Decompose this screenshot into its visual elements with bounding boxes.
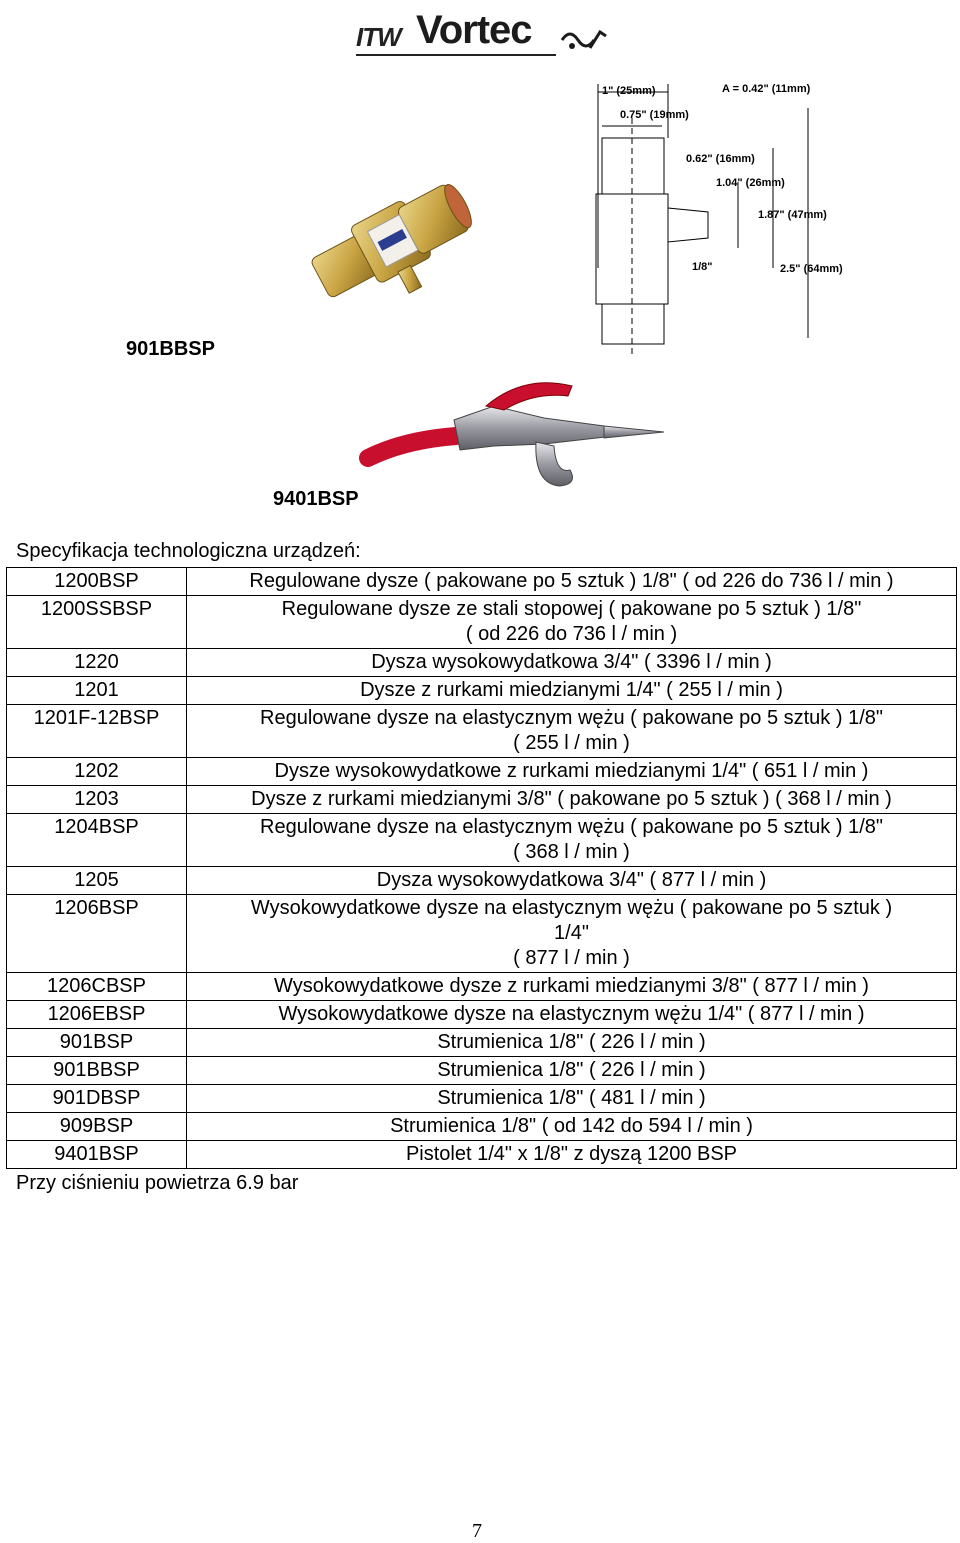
table-row: [7, 1001, 957, 1029]
description-line: ( 877 l / min ): [513, 947, 630, 969]
table-row: [7, 1057, 957, 1085]
description-line: Strumienica 1/8" ( 226 l / min ): [437, 1031, 706, 1053]
product-code: 1203: [7, 786, 187, 814]
product-code: 909BSP: [7, 1113, 187, 1141]
product-code: 1204BSP: [7, 814, 187, 867]
dimension-drawing: [568, 78, 843, 358]
table-row: [7, 1085, 957, 1113]
description-line: Pistolet 1/4" x 1/8" z dyszą 1200 BSP: [405, 1143, 738, 1165]
product-description: [187, 1113, 957, 1141]
table-row: [7, 1141, 957, 1169]
caption-901bbsp: 901BBSP: [126, 338, 215, 360]
description-line: Strumienica 1/8" ( od 142 do 594 l / min ): [390, 1115, 753, 1137]
description-line: Dysze wysokowydatkowe z rurkami miedzianymi 1/4" ( 651 l / min ): [274, 760, 869, 782]
description-line: ( 368 l / min ): [513, 841, 630, 863]
product-code: 1206BSP: [7, 895, 187, 973]
product-code: 1206CBSP: [7, 973, 187, 1001]
table-row: [7, 596, 957, 649]
caption-9401bsp: 9401BSP: [273, 488, 359, 510]
table-row: [7, 814, 957, 867]
product-description: [187, 1029, 957, 1057]
product-code: 901BSP: [7, 1029, 187, 1057]
itw-vortec-logo: [352, 8, 612, 54]
description-line: Dysza wysokowydatkowa 3/4" ( 3396 l / min ): [371, 651, 772, 673]
dim-075in: 0.75" (19mm): [620, 109, 689, 121]
description-line: Regulowane dysze na elastycznym wężu ( pakowane po 5 sztuk ) 1/8": [260, 816, 883, 838]
product-description: [187, 786, 957, 814]
product-code: 1205: [7, 867, 187, 895]
table-row: [7, 786, 957, 814]
product-description: [187, 758, 957, 786]
product-description: [187, 867, 957, 895]
table-row: [7, 895, 957, 973]
product-code: 1201F-12BSP: [7, 705, 187, 758]
description-line: Dysze z rurkami miedzianymi 1/4" ( 255 l / min ): [360, 679, 783, 701]
product-description: [187, 677, 957, 705]
air-amplifier-photo: [290, 150, 490, 330]
logo-vortec-text: Vortec: [416, 8, 532, 52]
description-line: Dysze z rurkami miedzianymi 3/8" ( pakowane po 5 sztuk ) ( 368 l / min ): [251, 788, 892, 810]
description-line: Wysokowydatkowe dysze na elastycznym wężu 1/4" ( 877 l / min ): [278, 1003, 865, 1025]
product-description: [187, 1141, 957, 1169]
table-row: [7, 973, 957, 1001]
dim-1in: 1" (25mm): [602, 85, 656, 97]
product-description: [187, 973, 957, 1001]
product-code: 9401BSP: [7, 1141, 187, 1169]
product-description: [187, 814, 957, 867]
dim-104in: 1.04" (26mm): [716, 177, 785, 189]
spec-table: [6, 567, 957, 1169]
product-code: 1201: [7, 677, 187, 705]
product-description: [187, 596, 957, 649]
product-code: 1202: [7, 758, 187, 786]
product-code: 901BBSP: [7, 1057, 187, 1085]
product-code: 1206EBSP: [7, 1001, 187, 1029]
dim-18in: 1/8": [692, 261, 713, 273]
table-row: [7, 649, 957, 677]
product-code: 901DBSP: [7, 1085, 187, 1113]
product-description: [187, 705, 957, 758]
page-number: 7: [472, 1520, 482, 1542]
logo-itw-text: ITW: [356, 22, 401, 52]
description-line: Wysokowydatkowe dysze z rurkami miedzianymi 3/8" ( 877 l / min ): [274, 975, 869, 997]
dim-25in: 2.5" (64mm): [780, 263, 843, 275]
dim-a: A = 0.42" (11mm): [722, 83, 811, 95]
description-line: ( 255 l / min ): [513, 732, 630, 754]
product-description: [187, 895, 957, 973]
vortex-swirl-icon: [560, 26, 608, 54]
description-line: Wysokowydatkowe dysze na elastycznym wężu ( pakowane po 5 sztuk ): [250, 897, 893, 919]
logo-underline: [356, 54, 556, 56]
dim-062in: 0.62" (16mm): [686, 153, 755, 165]
spec-title: Specyfikacja technologiczna urządzeń:: [16, 540, 361, 562]
product-code: 1200BSP: [7, 568, 187, 596]
table-row: [7, 1113, 957, 1141]
description-line: 1/4": [554, 922, 589, 944]
product-description: [187, 1001, 957, 1029]
table-row: [7, 758, 957, 786]
description-line: Dysza wysokowydatkowa 3/4" ( 877 l / min ): [376, 869, 767, 891]
table-row: [7, 705, 957, 758]
description-line: Regulowane dysze ze stali stopowej ( pakowane po 5 sztuk ) 1/8": [281, 598, 862, 620]
description-line: Regulowane dysze ( pakowane po 5 sztuk ) 1/8" ( od 226 do 736 l / min ): [249, 570, 894, 592]
product-description: [187, 1085, 957, 1113]
product-description: [187, 1057, 957, 1085]
pressure-note: Przy ciśnieniu powietrza 6.9 bar: [16, 1172, 299, 1194]
description-line: ( od 226 do 736 l / min ): [465, 623, 678, 645]
table-row: [7, 568, 957, 596]
air-gun-photo: [364, 374, 684, 494]
description-line: Strumienica 1/8" ( 226 l / min ): [437, 1059, 706, 1081]
description-line: Regulowane dysze na elastycznym wężu ( pakowane po 5 sztuk ) 1/8": [260, 707, 883, 729]
product-description: [187, 649, 957, 677]
dim-187in: 1.87" (47mm): [758, 209, 827, 221]
table-row: [7, 867, 957, 895]
description-line: Strumienica 1/8" ( 481 l / min ): [437, 1087, 706, 1109]
table-row: [7, 677, 957, 705]
product-description: [187, 568, 957, 596]
table-row: [7, 1029, 957, 1057]
product-code: 1220: [7, 649, 187, 677]
product-code: 1200SSBSP: [7, 596, 187, 649]
